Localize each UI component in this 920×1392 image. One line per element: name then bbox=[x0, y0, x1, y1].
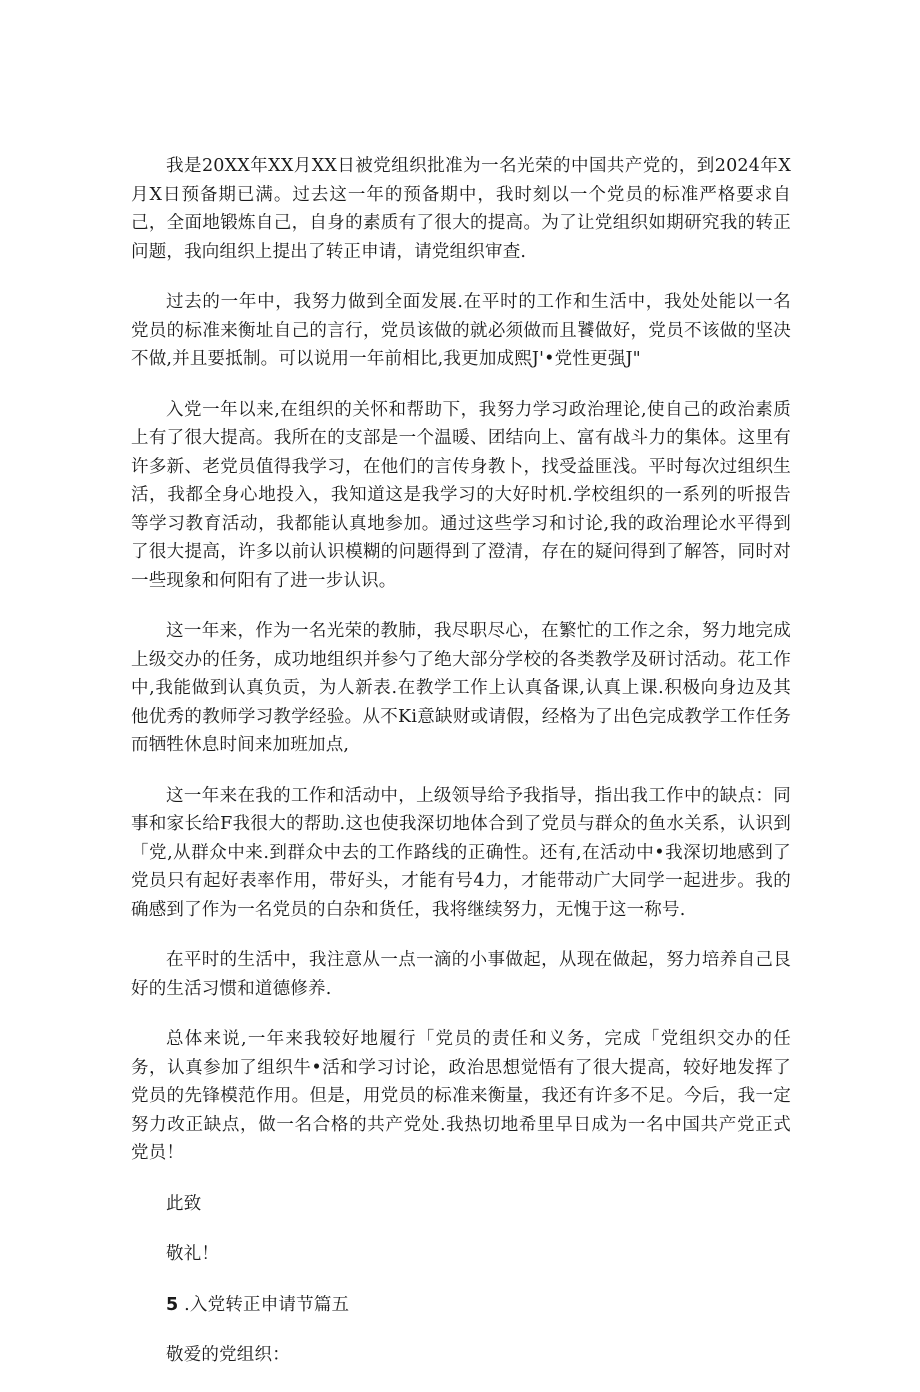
closing-line-2: 敬礼！ bbox=[166, 1244, 220, 1264]
paragraph-7: 总体来说,一年来我较好地履行「党员的责任和义务，完成「党组织交办的任务，认真参加了组织牛•活和学习讨论，政治思想觉悟有了很大提高，较好地发挥了党员的先锋模范作用。但是，用党员的标准来衡量，我还有许多不足。今后，我一定努力改正缺点，做一名合格的共产党处.我热切地希里早日成为一名中国共产党正式党员！ bbox=[131, 1029, 791, 1163]
paragraph-3: 入党一年以来,在组织的关怀和帮助下，我努力学习政治理论,使自己的政治素质上有了很大提高。我所在的支部是一个温暖、团结向上、富有战斗力的集体。这里有许多新、老党员值得我学习，在他们的言传身教卜，找受益匪浅。平时每次过组织生活，我都全身心地投入，我知道这是我学习的大好时机.学校组织的一系列的听报告等学习教育活动，我都能认真地参加。通过这些学习和讨论,我的政治理论水平得到了很大提高，许多以前认识模糊的问题得到了澄清，存在的疑问得到了解答，同时对一些现象和何阳有了进一步认识。 bbox=[131, 399, 791, 591]
paragraph-2: 过去的一年中，我努力做到全面发展.在平时的工作和生活中，我处处能以一名党员的标准来衡址自己的言行，党员该做的就必须做而且饕做好，党员不该做的坚决不做,并且要抵制。可以说用一年前相比,我更加成熙J'•党性更强J" bbox=[131, 292, 791, 369]
section-number: 5 bbox=[166, 1294, 179, 1315]
document-body bbox=[131, 152, 791, 1392]
paragraph-6: 在平时的生活中，我注意从一点一滴的小事做起，从现在做起，努力培养自己艮好的生活习惯和道德修养. bbox=[131, 950, 791, 999]
closing-line-1: 此致 bbox=[166, 1193, 202, 1214]
paragraph-4: 这一年来，作为一名光荣的教肺，我尽职尽心，在繁忙的工作之余，努力地完成上级交办的任务，成功地组织并参勺了绝大部分学校的各类教学及研讨活动。花工作中,我能做到认真负贡，为人新表.在教学工作上认真备课,认真上课.积极向身边及其他优秀的教师学习教学经验。从不Ki意缺财或请假，经格为了出色完成教学工作任务而牺牲休息时间来加班加点, bbox=[131, 621, 791, 755]
paragraph-1: 我是20XX年XX月XX日被党组织批准为一名光荣的中国共产党的，到2024年X月X日预备期已满。过去这一年的预备期中，我时刻以一个党员的标准严格要求自己，全面地锻炼自己，自身的素质有了很大的提高。为了让党组织如期研究我的转正问题，我向组织上提出了转正申请，请党组织审查. bbox=[131, 156, 791, 262]
section-title: .入党转正申请节篇五 bbox=[184, 1294, 350, 1315]
section-heading bbox=[131, 1291, 791, 1320]
paragraph-5: 这一年来在我的工作和活动中，上级领导给予我指导，指出我工作中的缺点：同事和家长给F我很大的帮助.这也使我深切地体合到了党员与群众的鱼水关系，认识到「党,从群众中来.到群众中去的工作路线的正确性。还有,在活动中•我深切地感到了党员只有起好表率作用，带好头，才能有号4力，才能带动广大同学一起进步。我的确感到了作为一名党员的白杂和货任，我将继续努力，无愧于这一称号. bbox=[131, 785, 791, 920]
salutation: 敬爱的党组织： bbox=[166, 1345, 290, 1365]
